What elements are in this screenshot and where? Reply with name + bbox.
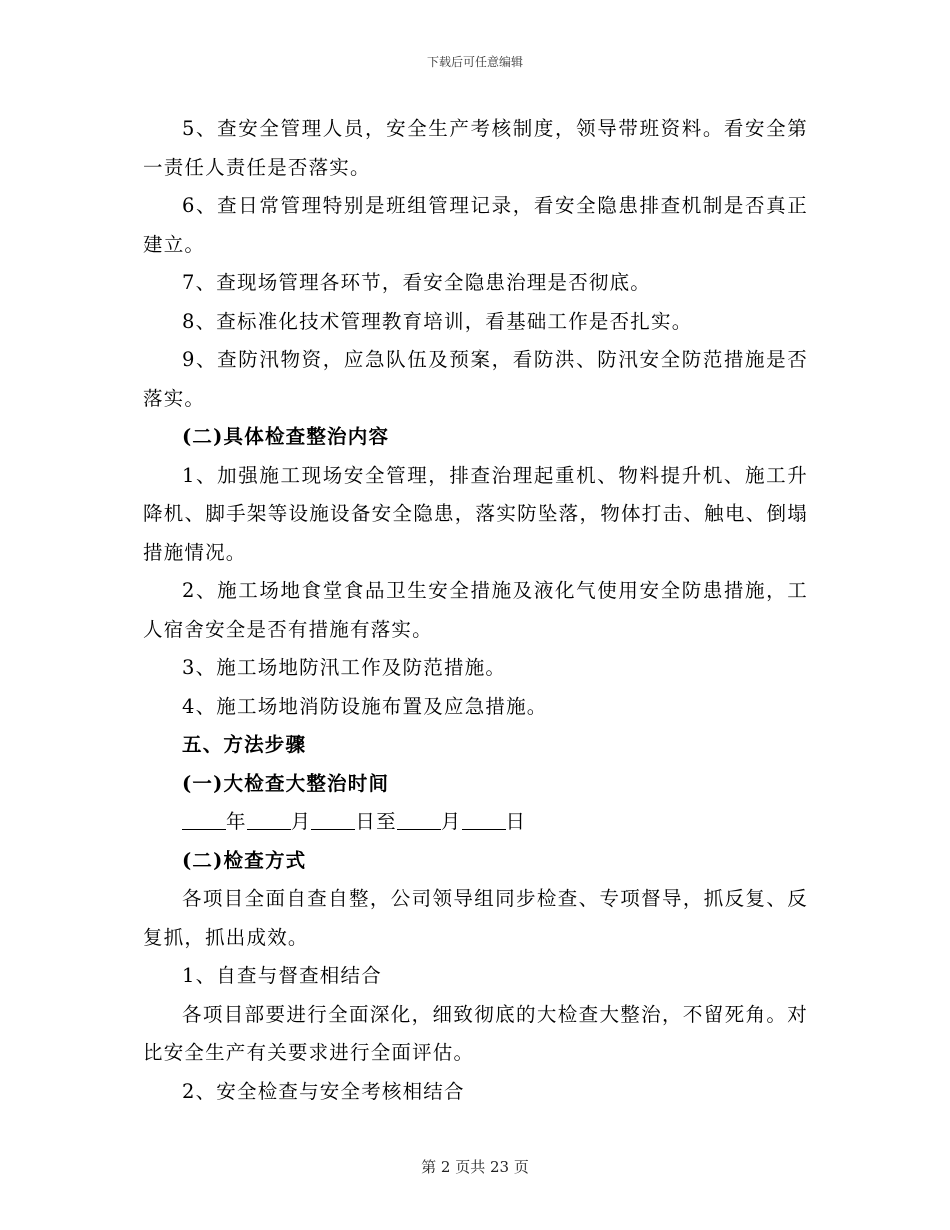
paragraph-item-5: 5、查安全管理人员，安全生产考核制度，领导带班资料。看安全第一责任人责任是否落实。 (143, 117, 808, 179)
paragraph-item-8: 8、查标准化技术管理教育培训，看基础工作是否扎实。 (182, 309, 693, 333)
date-fill-line (143, 803, 808, 842)
paragraph-item-6: 6、查日常管理特别是班组管理记录，看安全隐患排查机制是否真正建立。 (143, 194, 808, 256)
blank-day-end[interactable] (462, 809, 506, 830)
blank-month-start[interactable] (247, 809, 291, 830)
date-month-end-label: 月 (440, 810, 462, 833)
specific-item-1: 1、加强施工现场安全管理，排查治理起重机、物料提升机、施工升降机、脚手架等设施设备安全隐患，落实防坠落，物体打击、触电、倒塌措施情况。 (143, 463, 808, 564)
paragraph-item-9: 9、查防汛物资，应急队伍及预案，看防洪、防汛安全防范措施是否落实。 (143, 348, 808, 410)
date-day-to-label: 日至 (355, 810, 397, 833)
section-heading-way: (二)检查方式 (182, 848, 307, 872)
page-header: 下载后可任意编辑 (426, 55, 523, 69)
blank-day-start[interactable] (311, 809, 355, 830)
paragraph-item-7: 7、查现场管理各环节，看安全隐患治理是否彻底。 (182, 271, 652, 294)
specific-item-3: 3、施工场地防汛工作及防范措施。 (182, 656, 507, 679)
way-intro: 各项目全面自查自整，公司领导组同步检查、专项督导，抓反复、反复抓，抓出成效。 (143, 887, 808, 949)
blank-year[interactable] (182, 809, 226, 830)
section-heading-method: 五、方法步骤 (182, 733, 307, 756)
page-footer: 第 2 页共 23 页 (421, 1158, 529, 1176)
specific-item-2: 2、施工场地食堂食品卫生安全措施及液化气使用安全防患措施，工人宿舍安全是否有措施有落实。 (143, 579, 808, 641)
way-item-1-body: 各项目部要进行全面深化，细致彻底的大检查大整治，不留死角。对比安全生产有关要求进行全面评估。 (143, 1002, 808, 1064)
specific-item-4: 4、施工场地消防设施布置及应急措施。 (182, 694, 548, 718)
blank-month-end[interactable] (397, 809, 441, 830)
document-body (143, 110, 808, 1111)
way-item-2-title: 2、安全检查与安全考核相结合 (182, 1079, 465, 1103)
way-item-1-title: 1、自查与督查相结合 (182, 964, 382, 987)
section-heading-specific: (二)具体检查整治内容 (182, 425, 390, 448)
date-day-label: 日 (505, 810, 527, 833)
section-heading-time: (一)大检查大整治时间 (182, 771, 390, 795)
date-year-label: 年 (226, 810, 247, 833)
date-month-label: 月 (290, 810, 312, 833)
